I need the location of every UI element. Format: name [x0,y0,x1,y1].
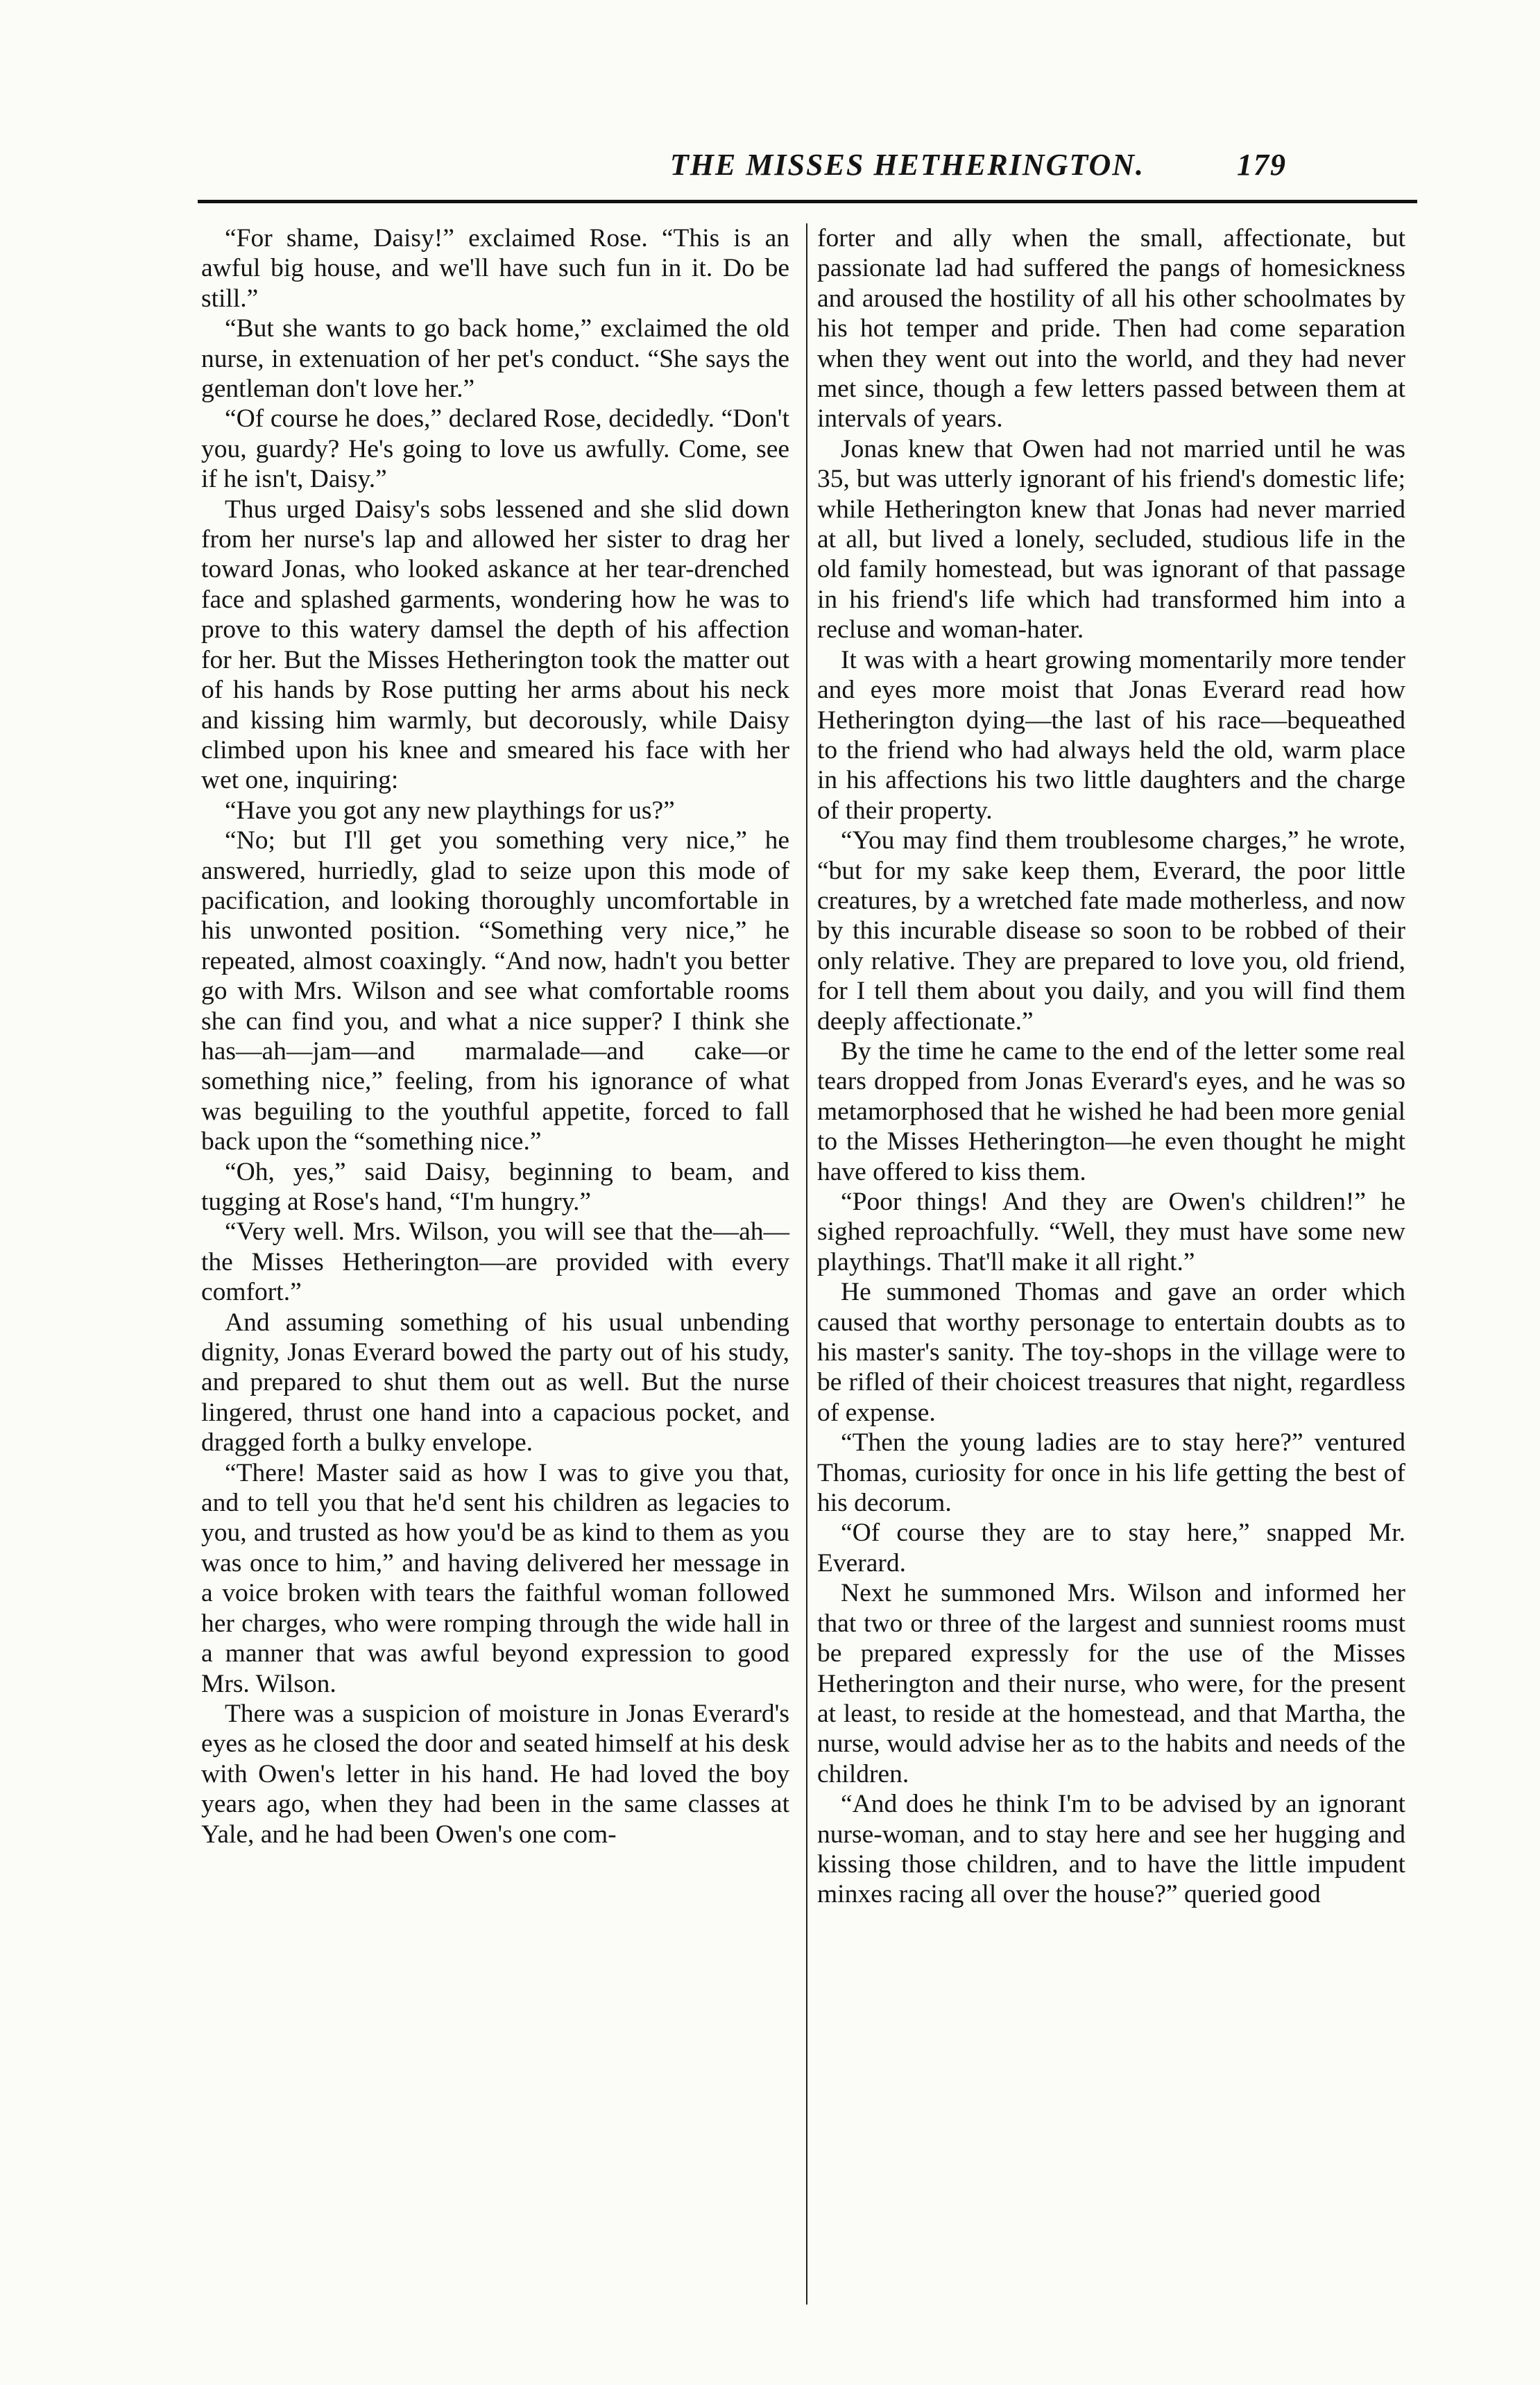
left-text-column [201,223,789,1849]
paragraph: “No; but I'll get you something very nice,” he answered, hurriedly, glad to seize upon this mode of pacification, and looking thoroughly uncomfortable in his unwonted position. “Something very nice,” he repeated, almost coaxingly. “And now, hadn't you better go with Mrs. Wilson and see what comfortable rooms she can find you, and what a nice supper? I think she has—ah—jam—and marmalade—and cake—or something nice,” feeling, from his ignorance of what was beguiling to the youthful appetite, forced to fall back upon the “something nice.” [201,826,789,1156]
header-rule [198,200,1417,203]
column-divider [806,223,807,2305]
paragraph: “Of course he does,” declared Rose, decidedly. “Don't you, guardy? He's going to love us awfully. Come, see if he isn't, Daisy.” [201,404,789,494]
paragraph: He summoned Thomas and gave an order which caused that worthy personage to entertain doubts as to his master's sanity. The toy-shops in the village were to be rifled of their choicest treasures that night, regardless of expense. [817,1278,1405,1427]
paragraph: There was a suspicion of moisture in Jonas Everard's eyes as he closed the door and seated himself at his desk with Owen's letter in his hand. He had loved the boy years ago, when they had been in the same classes at Yale, and he had been Owen's one com- [201,1699,789,1849]
page-number: 179 [1237,148,1287,182]
paragraph: “Poor things! And they are Owen's children!” he sighed reproachfully. “Well, they must have some new playthings. That'll make it all right.” [817,1188,1405,1276]
paragraph: “For shame, Daisy!” exclaimed Rose. “This is an awful big house, and we'll have such fun in it. Do be still.” [201,224,789,313]
paragraph: “Very well. Mrs. Wilson, you will see that the—ah—the Misses Hetherington—are provided with every comfort.” [201,1217,789,1307]
paragraph: “Then the young ladies are to stay here?” ventured Thomas, curiosity for once in his life getting the best of his decorum. [817,1428,1405,1518]
paragraph: forter and ally when the small, affectionate, but passionate lad had suffered the pangs of homesickness and aroused the hostility of all his other schoolmates by his hot temper and pride. Then had come separation when they went out into the world, and they had never met since, though a few letters passed between them at intervals of years. [817,224,1405,434]
running-header [0,147,1408,182]
paragraph: Jonas knew that Owen had not married until he was 35, but was utterly ignorant of his friend's domestic life; while Hetherington knew that Jonas had never married at all, but lived a lonely, secluded, studious life in the old family homestead, but was ignorant of that passage in his friend's life which had transformed him into a recluse and woman-hater. [817,434,1405,644]
paragraph: Thus urged Daisy's sobs lessened and she slid down from her nurse's lap and allowed her sister to drag her toward Jonas, who looked askance at her tear-drenched face and splashed garments, wondering how he was to prove to this watery damsel the depth of his affection for her. But the Misses Hetherington took the matter out of his hands by Rose putting her arms about his neck and kissing him warmly, but decorously, while Daisy climbed upon his knee and smeared his face with her wet one, inquiring: [201,495,789,795]
paragraph: “But she wants to go back home,” exclaimed the old nurse, in extenuation of her pet's conduct. “She says the gentleman don't love her.” [201,314,789,404]
paragraph: “There! Master said as how I was to give you that, and to tell you that he'd sent his children as legacies to you, and trusted as how you'd be as kind to them as you was once to him,” and having delivered her message in a voice broken with tears the faithful woman followed her charges, who were romping through the wide hall in a manner that was awful beyond expression to good Mrs. Wilson. [201,1458,789,1698]
paragraph: By the time he came to the end of the letter some real tears dropped from Jonas Everard's eyes, and he was so metamorphosed that he wished he had been more genial to the Misses Hetherington—he even thought he might have offered to kiss them. [817,1036,1405,1186]
paragraph: “Of course they are to stay here,” snapped Mr. Everard. [817,1519,1405,1578]
right-text-column [817,223,1405,1910]
paragraph: “And does he think I'm to be advised by an ignorant nurse-woman, and to stay here and see her hugging and kissing those children, and to have the little impudent minxes racing all over the house?” queried good [817,1790,1405,1909]
paragraph: “Have you got any new playthings for us?” [225,796,675,825]
paragraph: “You may find them troublesome charges,” he wrote, “but for my sake keep them, Everard, the poor little creatures, by a wretched fate made motherless, and now by this incurable disease so soon to be robbed of their only relative. They are prepared to love you, old friend, for I tell them about you daily, and you will find them deeply affectionate.” [817,826,1405,1036]
paragraph: And assuming something of his usual unbending dignity, Jonas Everard bowed the party out of his study, and prepared to shut them out as well. But the nurse lingered, thrust one hand into a capacious pocket, and dragged forth a bulky envelope. [201,1308,789,1458]
paragraph: “Oh, yes,” said Daisy, beginning to beam, and tugging at Rose's hand, “I'm hungry.” [201,1157,789,1216]
paragraph: Next he summoned Mrs. Wilson and informed her that two or three of the largest and sunniest rooms must be prepared expressly for the use of the Misses Hetherington and their nurse, who were, for the present at least, to reside at the homestead, and that Martha, the nurse, would advise her as to the habits and needs of the children. [817,1579,1405,1788]
running-title: THE MISSES HETHERINGTON. [669,148,1145,182]
paragraph: It was with a heart growing momentarily more tender and eyes more moist that Jonas Everard read how Hetherington dying—the last of his race—bequeathed to the friend who had always held the old, warm place in his affections his two little daughters and the charge of their property. [817,645,1405,825]
